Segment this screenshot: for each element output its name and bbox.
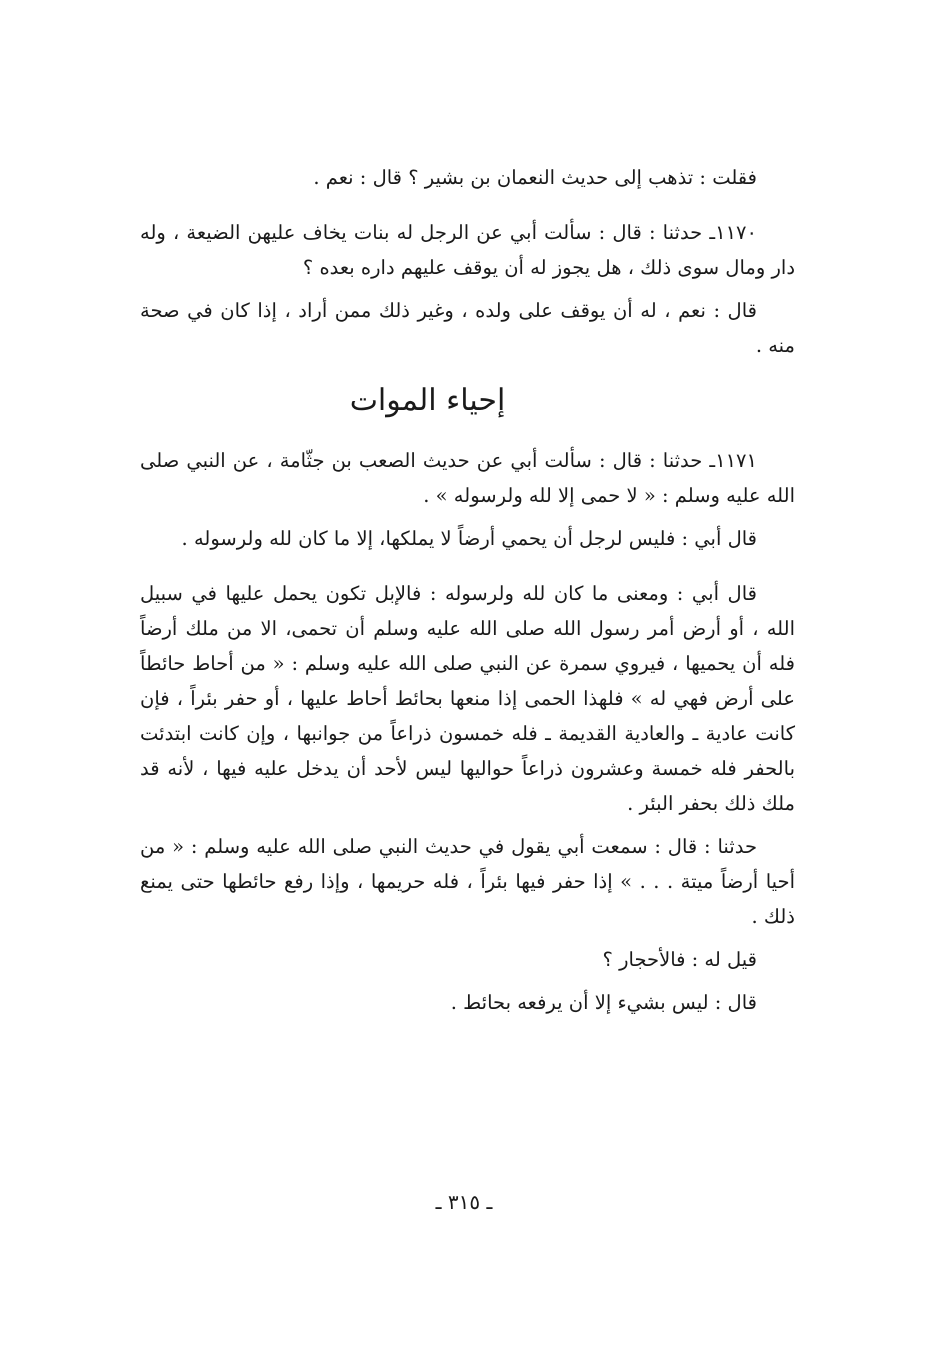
paragraph-reply: قال : ليس بشيء إلا أن يرفعه بحائط . bbox=[450, 991, 757, 1014]
paragraph-1171-answer: قال أبي : فليس لرجل أن يحمي أرضاً لا يملكها، إلا ما كان لله ولرسوله . bbox=[181, 527, 757, 550]
section-heading: إحياء الموات bbox=[349, 383, 506, 418]
paragraph-1: فقلت : تذهب إلى حديث النعمان بن بشير ؟ قال : نعم . bbox=[313, 166, 757, 189]
paragraph-question: قيل له : فالأحجار ؟ bbox=[602, 948, 757, 971]
paragraph-explanation: قال أبي : ومعنى ما كان لله ولرسوله : فالإبل تكون يحمل عليها في سبيل الله ، أو أرض أمر رسول الله صلى الله عليه وسلم أن تحمى، الا من ملك أرضاً فله أن يحميها ، فيروي سمرة عن النبي صلى الله عليه وسلم : « من أحاط حائطاً على أرض فهي له » فلهذا الحمى إذا منعها بحائط أحاط عليها ، أو حفر بئراً ، فإن كانت عادية ـ والعادية القديمة ـ فله خمسون ذراعاً من جوانبها ، وإن كانت ابتدئت بالحفر فله خمسة وعشرون ذراعاً حواليها ليس لأحد أن يدخل عليه فيها ، لأنه قد ملك ذلك بحفر البئر . bbox=[140, 582, 795, 815]
paragraph-1170-answer: قال : نعم ، له أن يوقف على ولده ، وغير ذلك ممن أراد ، إذا كان في صحة منه . bbox=[140, 299, 795, 357]
page-number: ـ ٣١٥ ـ bbox=[435, 1190, 493, 1214]
page-body bbox=[140, 160, 795, 1020]
paragraph-hadith: حدثنا : قال : سمعت أبي يقول في حديث النبي صلى الله عليه وسلم : « من أحيا أرضاً ميتة . . . » إذا حفر فيها بئراً ، فله حريمها ، وإذا رفع حائطها حتى يمنع ذلك . bbox=[140, 835, 795, 928]
paragraph-1171: ١١٧١ـ حدثنا : قال : سألت أبي عن حديث الصعب بن جثّامة ، عن النبي صلى الله عليه وسلم : « لا حمى إلا لله ولرسوله » . bbox=[140, 449, 795, 507]
paragraph-1170: ١١٧٠ـ حدثنا : قال : سألت أبي عن الرجل له بنات يخاف عليهن الضيعة ، وله دار ومال سوى ذلك ، هل يجوز له أن يوقف عليهم داره بعده ؟ bbox=[140, 221, 795, 279]
